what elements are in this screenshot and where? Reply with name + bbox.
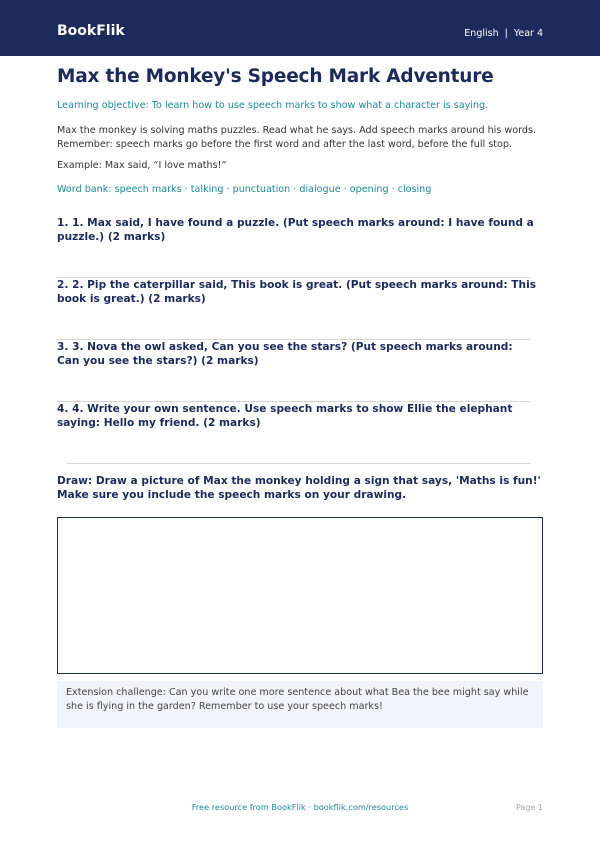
meta-separator: | (504, 28, 508, 39)
question-2: 2. 2. Pip the caterpillar said, This book is great. (Put speech marks around: This book is great.) (2 marks) (57, 279, 537, 305)
intro-text (57, 124, 557, 152)
extension-challenge: Extension challenge: Can you write one more sentence about what Bea the bee might say while she is flying in the garden? Remember to use your speech marks! (57, 681, 543, 728)
question-1: 1. 1. Max said, I have found a puzzle. (Put speech marks around: I have found a puzzle.) (2 marks) (57, 217, 534, 243)
subject-label: English (464, 28, 499, 39)
answer-line-4[interactable] (67, 463, 531, 464)
year-label: Year 4 (513, 28, 543, 39)
drawing-area[interactable] (57, 517, 543, 674)
intro-line-1: Max the monkey is solving maths puzzles. Read what he says. Add speech marks around his words. (57, 125, 537, 136)
draw-task: Draw: Draw a picture of Max the monkey holding a sign that says, 'Maths is fun!' Make sure you include the speech marks on your drawing. (57, 475, 541, 501)
intro-line-2: Remember: speech marks go before the first word and after the last word, before the full stop. (57, 139, 513, 150)
question-4: 4. 4. Write your own sentence. Use speech marks to show Ellie the elephant saying: Hello my friend. (2 marks) (57, 403, 513, 429)
learning-objective: Learning objective: To learn how to use speech marks to show what a character is saying. (57, 100, 489, 111)
page-title: Max the Monkey's Speech Mark Adventure (57, 66, 494, 87)
footer-link[interactable]: Free resource from BookFlik · bookflik.com/resources (191, 802, 409, 812)
page-number: Page 1 (516, 803, 543, 812)
question-3: 3. 3. Nova the owl asked, Can you see the stars? (Put speech marks around: Can you see the stars?) (2 marks) (57, 341, 513, 367)
example-sentence: Example: Max said, “I love maths!” (57, 160, 227, 171)
word-bank: Word bank: speech marks · talking · punctuation · dialogue · opening · closing (57, 184, 432, 195)
header-meta (464, 28, 543, 39)
brand-logo-text[interactable]: BookFlik (57, 23, 125, 39)
page-header (0, 0, 600, 56)
